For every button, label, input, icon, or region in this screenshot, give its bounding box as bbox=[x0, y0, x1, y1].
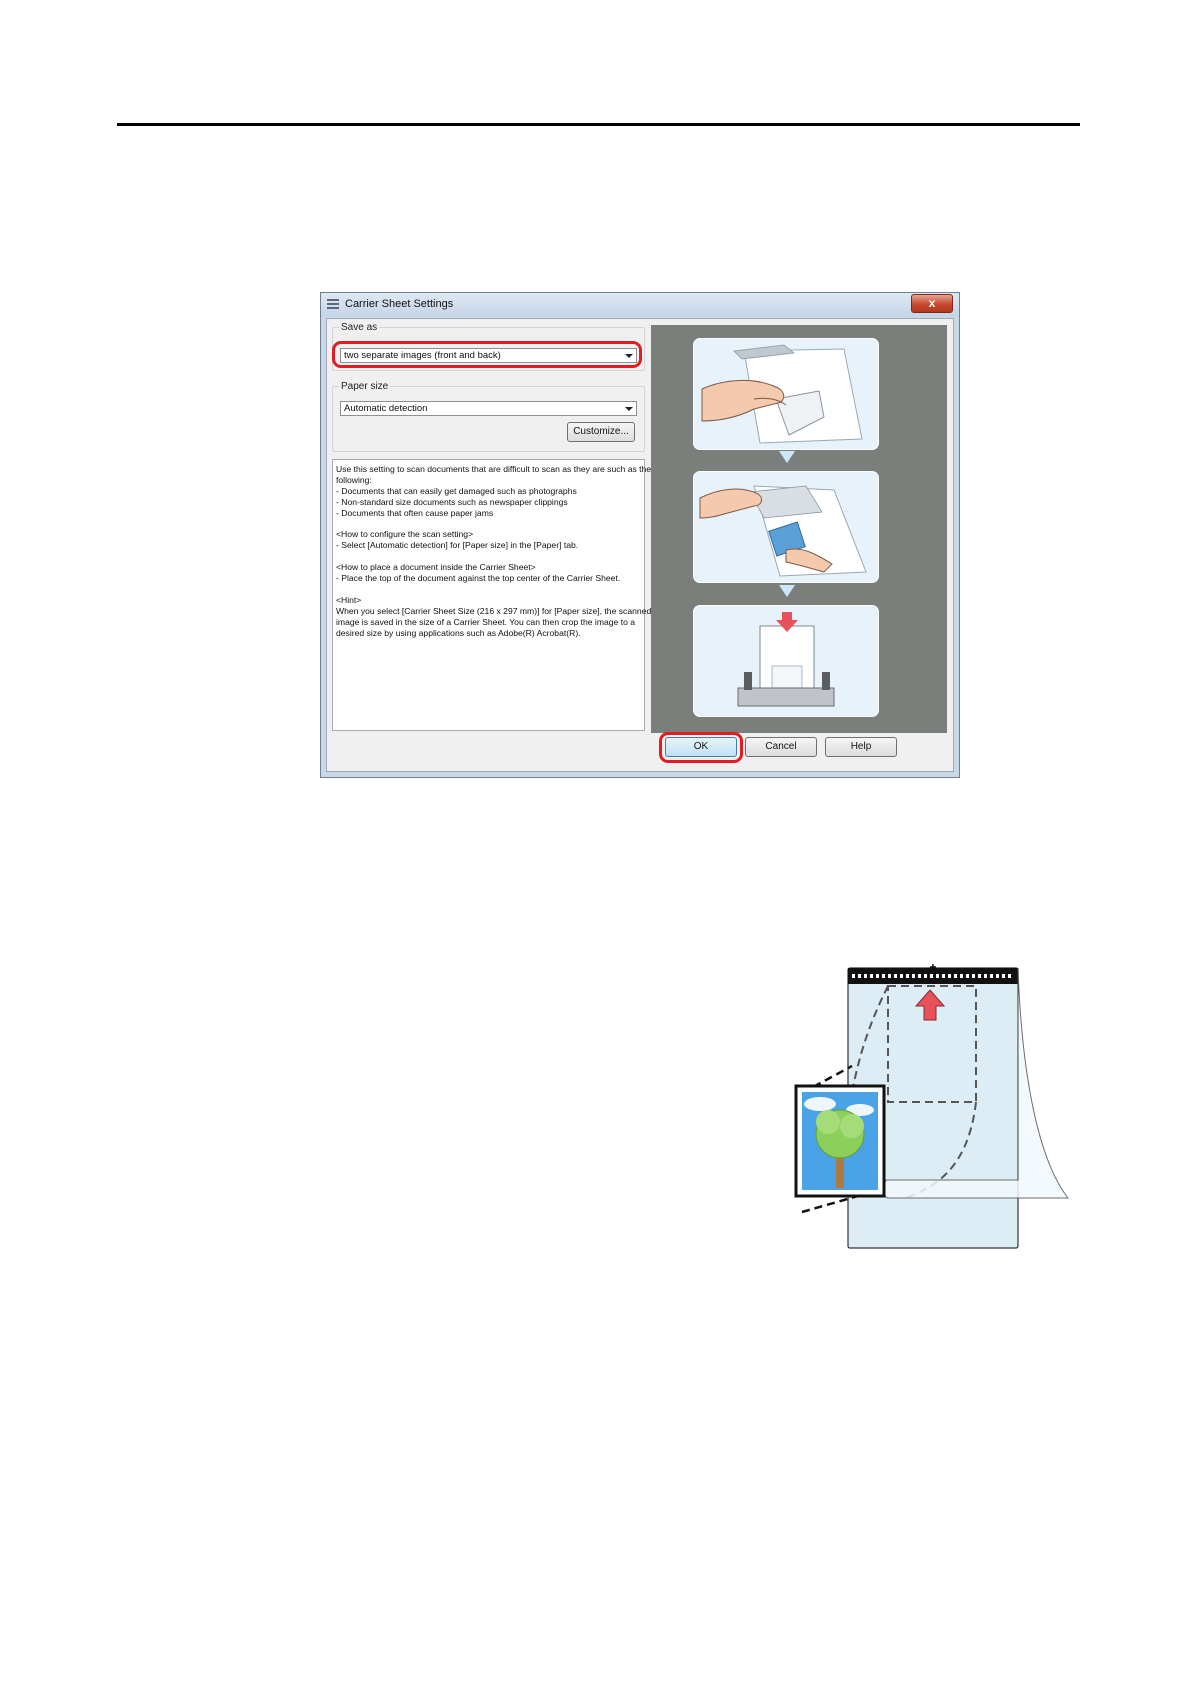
desc-line: - Documents that can easily get damaged such as photographs bbox=[336, 485, 577, 496]
save-as-highlight bbox=[332, 341, 642, 368]
desc-gap bbox=[336, 519, 641, 530]
desc-line: <How to configure the scan setting> bbox=[336, 529, 474, 540]
description-text bbox=[332, 459, 652, 731]
open-carrier-sheet-illustration bbox=[694, 339, 878, 449]
step-arrow-icon bbox=[779, 585, 795, 597]
desc-line: desired size by using applications such as Adobe(R) Acrobat(R). bbox=[336, 627, 581, 638]
desc-gap bbox=[336, 584, 641, 595]
desc-line: When you select [Carrier Sheet Size (216 x 297 mm)] for [Paper size], the scanned bbox=[336, 605, 652, 616]
ok-highlight bbox=[659, 732, 743, 763]
load-into-scanner-illustration bbox=[694, 606, 878, 716]
desc-line: <How to place a document inside the Carrier Sheet> bbox=[336, 562, 536, 573]
desc-line: Use this setting to scan documents that are difficult to scan as they are such as the bbox=[336, 464, 652, 474]
menu-icon[interactable] bbox=[327, 299, 339, 310]
ok-button[interactable]: OK bbox=[665, 737, 737, 757]
insert-document-illustration bbox=[694, 472, 878, 582]
save-as-legend: Save as bbox=[341, 322, 378, 333]
step-1-panel bbox=[693, 338, 879, 450]
desc-line: - Place the top of the document against the top center of the Carrier Sheet. bbox=[336, 573, 621, 584]
paper-size-legend: Paper size bbox=[341, 381, 389, 392]
desc-gap bbox=[336, 551, 641, 562]
chevron-down-icon bbox=[625, 407, 633, 411]
photo-document bbox=[796, 1086, 884, 1196]
cancel-button[interactable]: Cancel bbox=[745, 737, 817, 757]
title-bar[interactable] bbox=[321, 293, 959, 317]
dialog-client-area bbox=[326, 318, 954, 772]
desc-line: - Select [Automatic detection] for [Paper size] in the [Paper] tab. bbox=[336, 540, 579, 551]
desc-line: following: bbox=[336, 474, 372, 485]
desc-line: - Non-standard size documents such as newspaper clippings bbox=[336, 496, 568, 507]
save-as-value: two separate images (front and back) bbox=[344, 350, 501, 361]
step-arrow-icon bbox=[779, 451, 795, 463]
desc-line: - Documents that often cause paper jams bbox=[336, 507, 494, 518]
help-button[interactable]: Help bbox=[825, 737, 897, 757]
carrier-sheet-diagram bbox=[790, 962, 1080, 1252]
step-2-panel bbox=[693, 471, 879, 583]
page-top-rule bbox=[117, 123, 1080, 126]
carrier-sheet-settings-dialog bbox=[320, 292, 960, 778]
paper-size-value: Automatic detection bbox=[344, 403, 428, 414]
desc-line: <Hint> bbox=[336, 594, 362, 605]
desc-line: image is saved in the size of a Carrier Sheet. You can then crop the image to a bbox=[336, 616, 636, 627]
dialog-title: Carrier Sheet Settings bbox=[345, 298, 454, 310]
close-button[interactable]: x bbox=[911, 294, 953, 313]
instruction-preview bbox=[651, 325, 947, 733]
step-3-panel bbox=[693, 605, 879, 717]
customize-button[interactable]: Customize... bbox=[567, 422, 635, 442]
paper-size-group bbox=[332, 381, 645, 452]
paper-size-select[interactable] bbox=[340, 401, 637, 416]
